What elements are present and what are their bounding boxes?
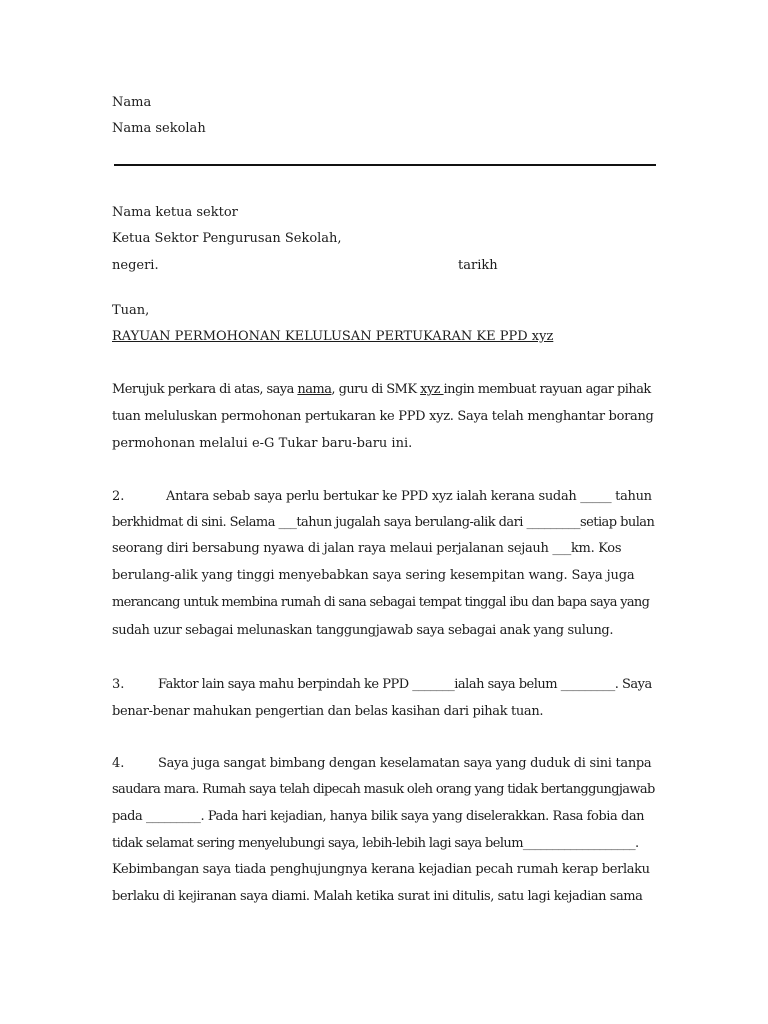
para4-line5: Kebimbangan saya tiada penghujungnya kerana kejadian pecah rumah kerap berlaku [112, 862, 650, 877]
para1-line3: permohonan melalui e-G Tukar baru-baru ini. [112, 436, 413, 451]
para2-number: 2. [112, 489, 125, 504]
para3-number: 3. [112, 677, 125, 692]
para1-line2: tuan meluluskan permohonan pertukaran ke PPD xyz. Saya telah menghantar borang [112, 409, 654, 424]
para4-number: 4. [112, 756, 125, 771]
letter-date: tarikh [458, 258, 498, 273]
para4-line2: saudara mara. Rumah saya telah dipecah masuk oleh orang yang tidak bertanggungjawab [112, 782, 655, 797]
school-ref: xyz [420, 382, 444, 397]
para3-line2: benar-benar mahukan pengertian dan belas kasihan dari pihak tuan. [112, 704, 544, 719]
recipient-title: Ketua Sektor Pengurusan Sekolah, [112, 231, 342, 246]
recipient-state: negeri. [112, 258, 159, 273]
sender-name-ref: nama [297, 382, 332, 397]
para2-line5: merancang untuk membina rumah di sana sebagai tempat tinggal ibu dan bapa saya yang [112, 595, 650, 610]
para1-line1: Merujuk perkara di atas, saya nama, guru di SMK xyz ingin membuat rayuan agar pihak [112, 382, 651, 397]
para4-line6: berlaku di kejiranan saya diami. Malah ketika surat ini ditulis, satu lagi kejadian sama [112, 889, 643, 904]
para4-line1: Saya juga sangat bimbang dengan keselamatan saya yang duduk di sini tanpa [158, 756, 652, 771]
para2-line6: sudah uzur sebagai melunaskan tanggungjawab saya sebagai anak yang sulung. [112, 623, 614, 638]
sender-name: Nama [112, 95, 152, 110]
sender-school: Nama sekolah [112, 121, 206, 136]
recipient-name: Nama ketua sektor [112, 205, 238, 220]
letter-subject: RAYUAN PERMOHONAN KELULUSAN PERTUKARAN KE PPD xyz [112, 329, 554, 344]
para2-line4: berulang-alik yang tinggi menyebabkan saya sering kesempitan wang. Saya juga [112, 568, 635, 583]
para3-line1: Faktor lain saya mahu berpindah ke PPD _______ialah saya belum _________. Saya [158, 677, 652, 692]
para4-line3: pada _________. Pada hari kejadian, hanya bilik saya yang diselerakkan. Rasa fobia dan [112, 809, 645, 824]
para2-line2: berkhidmat di sini. Selama ___tahun jugalah saya berulang-alik dari _________setiap bulan [112, 515, 655, 530]
para4-line4: tidak selamat sering menyelubungi saya, lebih-lebih lagi saya belum___________________. [112, 836, 639, 851]
header-divider [114, 164, 656, 166]
para2-line3: seorang diri bersabung nyawa di jalan raya melaui perjalanan sejauh ___km. Kos [112, 541, 622, 556]
para2-line1: Antara sebab saya perlu bertukar ke PPD xyz ialah kerana sudah _____ tahun [166, 489, 652, 504]
salutation: Tuan, [112, 303, 150, 318]
